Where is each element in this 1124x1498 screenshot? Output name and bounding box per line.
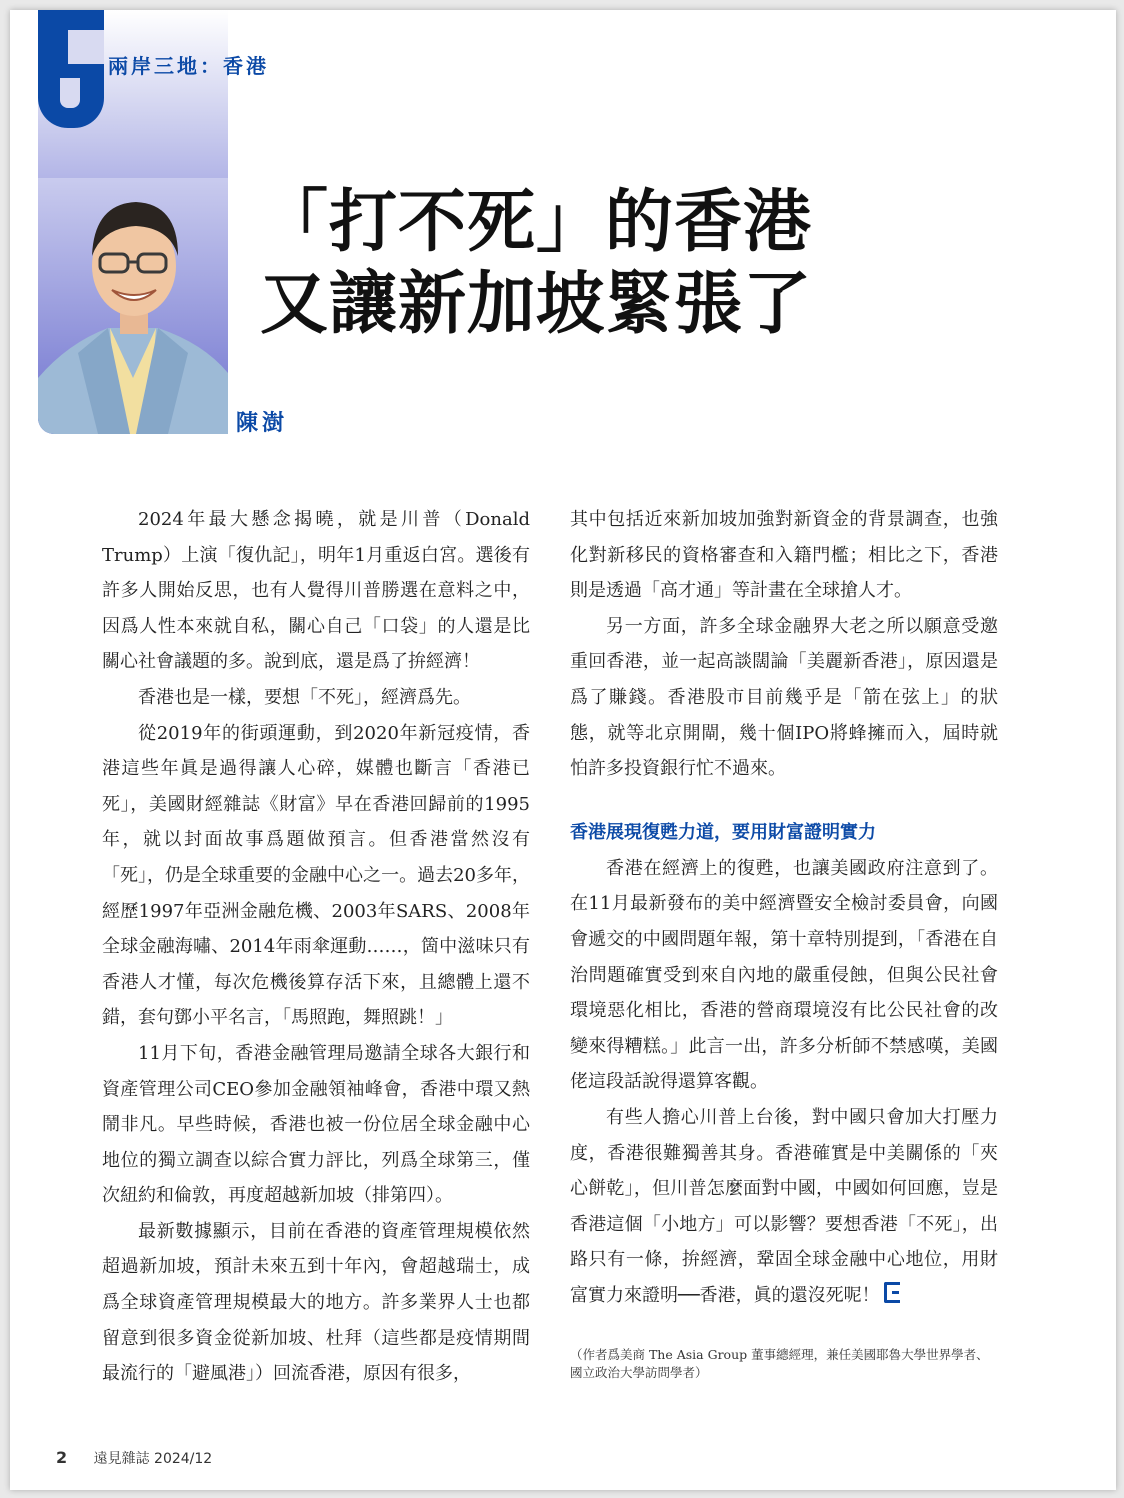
body-column-right	[570, 502, 998, 1313]
paragraph-continuation: 其中包括近來新加坡加強對新資金的背景調查，也強化對新移民的資格審查和入籍門檻；相比之下，香港則是透過「高才通」等計畫在全球搶人才。	[570, 509, 998, 602]
page-number: 2	[56, 1448, 68, 1467]
paragraph: 另一方面，許多全球金融界大老之所以願意受邀重回香港，並一起高談闊論「美麗新香港」，原因還是爲了賺錢。香港股市目前幾乎是「箭在弦上」的狀態，就等北京開閘，幾十個IPO將蜂擁而入，屆時就怕許多投資銀行忙不過來。	[570, 615, 998, 780]
paragraph: 從2019年的街頭運動，到2020年新冠疫情，香港這些年眞是過得讓人心碎，媒體也斷言「香港已死」，美國財經雜誌《財富》早在香港回歸前的1995年，就以封面故事爲題做預言。但香港當然沒有「死」，仍是全球重要的金融中心之一。過去20多年，經歷1997年亞洲金融危機、2003年SARS、2008年全球金融海嘯、2014年雨傘運動……，箇中滋味只有香港人才懂，每次危機後算存活下來，且總體上還不錯，套句鄧小平名言，「馬照跑，舞照跳！」	[102, 722, 530, 1029]
page-footer	[56, 1448, 212, 1468]
paragraph: 香港也是一樣，要想「不死」，經濟爲先。	[138, 686, 471, 708]
title-line-1: 「打不死」的香港	[260, 183, 813, 262]
author-name: 陳澍	[236, 411, 289, 436]
title-line-2: 又讓新加坡緊張了	[260, 265, 813, 344]
section-label: 兩岸三地：香港	[108, 54, 269, 78]
article-title	[260, 182, 812, 346]
magazine-g-logo-icon	[38, 10, 104, 128]
paragraph: 2024年最大懸念揭曉，就是川普（Donald Trump）上演「復仇記」，明年1月重返白宮。選後有許多人開始反思，也有人覺得川普勝選在意料之中，因爲人性本來就自私，關心自己「口袋」的人還是比關心社會議題的多。說到底，還是爲了拚經濟！	[102, 509, 530, 673]
paragraph-final	[570, 1100, 998, 1314]
author-note: （作者爲美商 The Asia Group 董事總經理，兼任美國耶魯大學世界學者、國立政治大學訪問學者）	[570, 1347, 989, 1380]
article-subheading: 香港展現復甦力道，要用財富證明實力	[570, 821, 876, 843]
end-mark-icon	[884, 1282, 900, 1303]
magazine-issue: 遠見雜誌 2024/12	[93, 1451, 213, 1467]
body-column-left	[102, 502, 530, 1392]
paragraph: 11月下旬，香港金融管理局邀請全球各大銀行和資產管理公司CEO參加金融領袖峰會，香港中環又熱鬧非凡。早些時候，香港也被一份位居全球金融中心地位的獨立調查以綜合實力評比，列爲全球第三，僅次紐約和倫敦，再度超越新加坡（排第四）。	[102, 1042, 530, 1207]
paragraph: 香港在經濟上的復甦，也讓美國政府注意到了。在11月最新發布的美中經濟暨安全檢討委員會，向國會遞交的中國問題年報，第十章特別提到，「香港在自治問題確實受到來自內地的嚴重侵蝕，但與公民社會環境惡化相比，香港的營商環境沒有比公民社會的改變來得糟糕。」此言一出，許多分析師不禁感嘆，美國佬這段話說得還算客觀。	[570, 857, 998, 1093]
author-portrait	[38, 178, 228, 434]
paragraph: 最新數據顯示，目前在香港的資產管理規模依然超過新加坡，預計未來五到十年內，會超越瑞士，成爲全球資產管理規模最大的地方。許多業界人士也都留意到很多資金從新加坡、杜拜（這些都是疫情期間最流行的「避風港」）回流香港，原因有很多，	[102, 1220, 530, 1385]
final-paragraph-text: 有些人擔心川普上台後，對中國只會加大打壓力度，香港很難獨善其身。香港確實是中美關係的「夾心餅乾」，但川普怎麼面對中國，中國如何回應，豈是香港這個「小地方」可以影響？要想香港「不死」，出路只有一條，拚經濟，鞏固全球金融中心地位，用財富實力來證明──香港，眞的還沒死呢！	[570, 1106, 998, 1306]
magazine-page	[10, 10, 1116, 1490]
